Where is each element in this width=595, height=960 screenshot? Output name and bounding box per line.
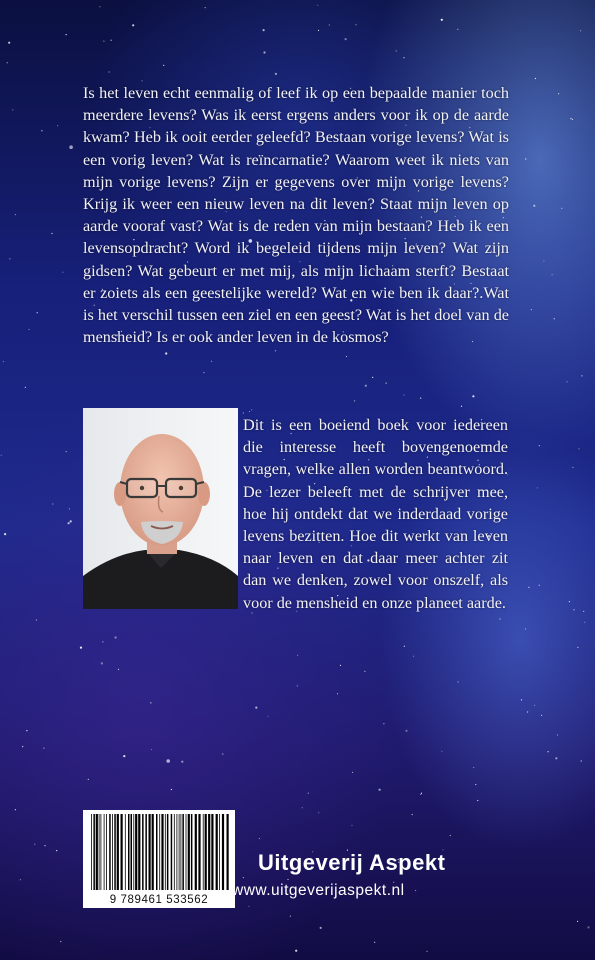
intro-questions-text: Is het leven echt eenmalig of leef ik op een bepaalde manier toch meerdere levens? Was ik eerst ergens anders voor ik op de aarde kwam? Heb ik ooit eerder geleefd? Bestaan vorige levens? Wat is een vorig leven? Wat is reïncarnatie? Waarom weet ik niets van mijn vorige levens? Zijn er gegevens over mijn vorige levens? Krijg ik weer een nieuw leven na dit leven? Staat mijn leven op aarde vooraf vast? Wat is de reden van mijn bestaan? Heb ik een levensopdracht? Word ik begeleid tijdens mijn leven? Wat zijn gidsen? Wat gebeurt er met mij, als mijn lichaam sterft? Bestaat er zoiets als een geestelijke wereld? Wat en wie ben ik daar?.Wat is het verschil tussen een ziel en een geest? Wat is het doel van de mensheid? Is er ook ander leven in de kosmos? (83, 84, 509, 347)
publisher-website: www.uitgeverijaspekt.nl (232, 882, 405, 899)
publisher-name: Uitgeverij Aspekt (258, 850, 446, 875)
isbn-number: 9 789461 533562 (109, 894, 209, 906)
book-description-text: Dit is een boeiend boek voor iedereen die interesse heeft bovengenoemde vragen, welke allen worden beantwoord. De lezer beleeft met de schrijver mee, hoe hij ontdekt dat we inderdaad vorige levens bezitten. Hoe dit werkt van leven naar leven en dat daar meer achter zit dan we denken, zowel voor onszelf, als voor de mensheid en onze planeet aarde. (243, 416, 508, 612)
isbn-barcode (83, 810, 235, 908)
author-photo (83, 408, 238, 609)
